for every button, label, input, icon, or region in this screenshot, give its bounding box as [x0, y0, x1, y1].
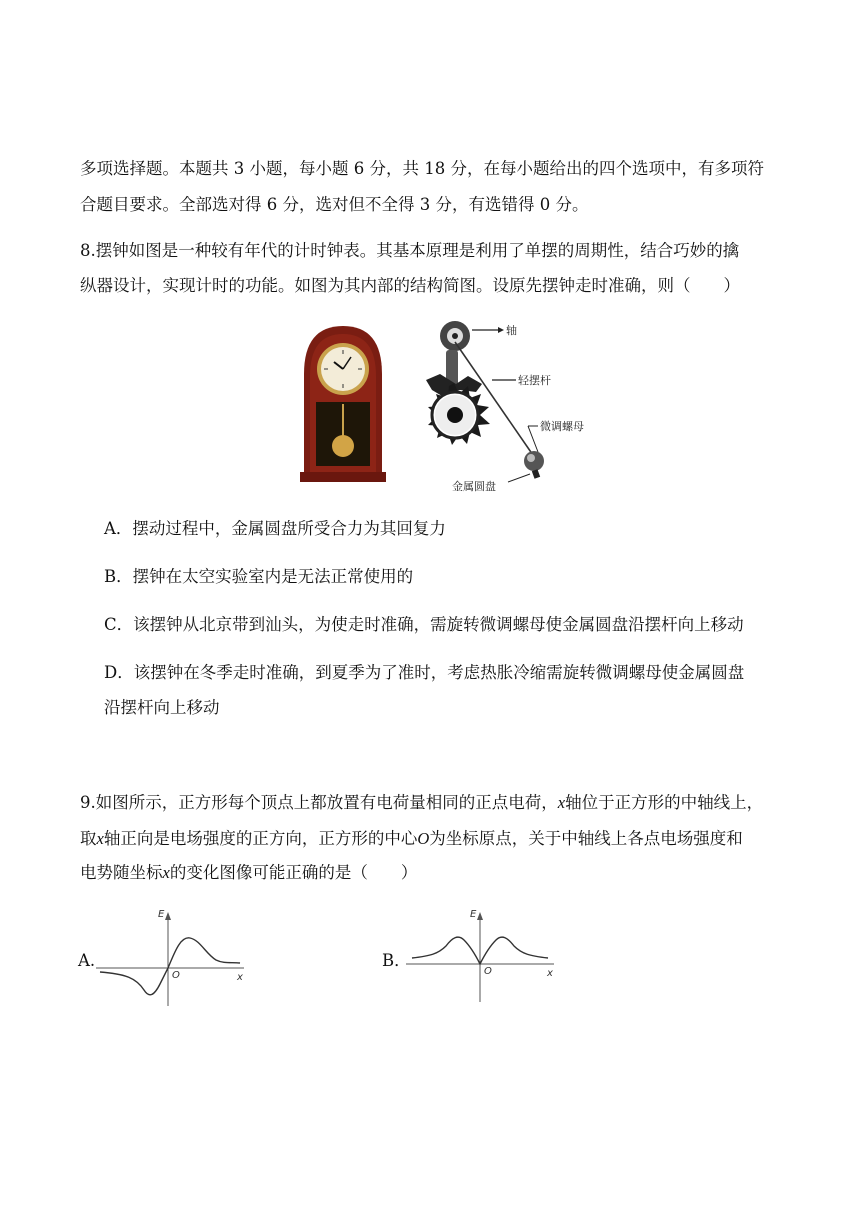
q8-option-d-line-1: D．该摆钟在冬季走时准确，到夏季为了准时，考虑热胀冷缩需旋转微调螺母使金属圆盘 [104, 663, 745, 682]
q8-option-d-line-2: 沿摆杆向上移动 [104, 698, 220, 717]
var-x: x [96, 829, 104, 848]
label-metal-disc: 金属圆盘 [452, 480, 496, 493]
var-x: x [162, 863, 170, 882]
q8-option-a: A．摆动过程中，金属圆盘所受合力为其回复力 [104, 519, 446, 538]
q8-option-c: C．该摆钟从北京带到汕头，为使走时准确，需旋转微调螺母使金属圆盘沿摆杆向上移动 [104, 615, 744, 634]
label-light-rod: 轻摆杆 [518, 374, 551, 387]
svg-text:x: x [237, 972, 243, 983]
svg-text:E: E [158, 909, 165, 920]
q8-stem-line-2: 纵器设计，实现计时的功能。如图为其内部的结构简图。设原先摆钟走时准确，则（ ） [80, 276, 740, 295]
q9-option-b-label: B． [382, 951, 411, 970]
q9-stem-line-2: 取x轴正向是电场强度的正方向，正方形的中心O为坐标原点，关于中轴线上各点电场强度和 [80, 829, 743, 848]
escapement-diagram [410, 318, 600, 494]
q9-stem-line-1: 9.如图所示，正方形每个顶点上都放置有电荷量相同的正点电荷，x轴位于正方形的中轴线上， [80, 793, 764, 812]
pendulum-clock-image [296, 322, 390, 482]
q8-stem-line-1: 8.摆钟如图是一种较有年代的计时钟表。其基本原理是利用了单摆的周期性，结合巧妙的擒 [80, 241, 740, 260]
q9-option-a-label: A. [78, 951, 96, 970]
svg-text:O: O [172, 970, 180, 981]
instruction-line-2: 合题目要求。全部选对得 6 分，选对但不全得 3 分，有选错得 0 分。 [80, 195, 589, 214]
q9-graph-a [96, 906, 256, 1010]
instruction-line-1: 多项选择题。本题共 3 小题，每小题 6 分，共 18 分，在每小题给出的四个选项中，有多项符 [80, 159, 764, 178]
svg-text:O: O [484, 966, 492, 977]
var-o: O [417, 829, 430, 848]
label-fine-nut: 微调螺母 [540, 420, 584, 433]
q9-stem-line-3: 电势随坐标x的变化图像可能正确的是（ ） [80, 863, 418, 882]
svg-text:E: E [470, 909, 477, 920]
var-x: x [557, 793, 566, 812]
svg-text:x: x [547, 968, 553, 979]
q9-graph-b [406, 906, 566, 1010]
q8-option-b: B．摆钟在太空实验室内是无法正常使用的 [104, 567, 414, 586]
label-axis: 轴 [506, 324, 517, 337]
